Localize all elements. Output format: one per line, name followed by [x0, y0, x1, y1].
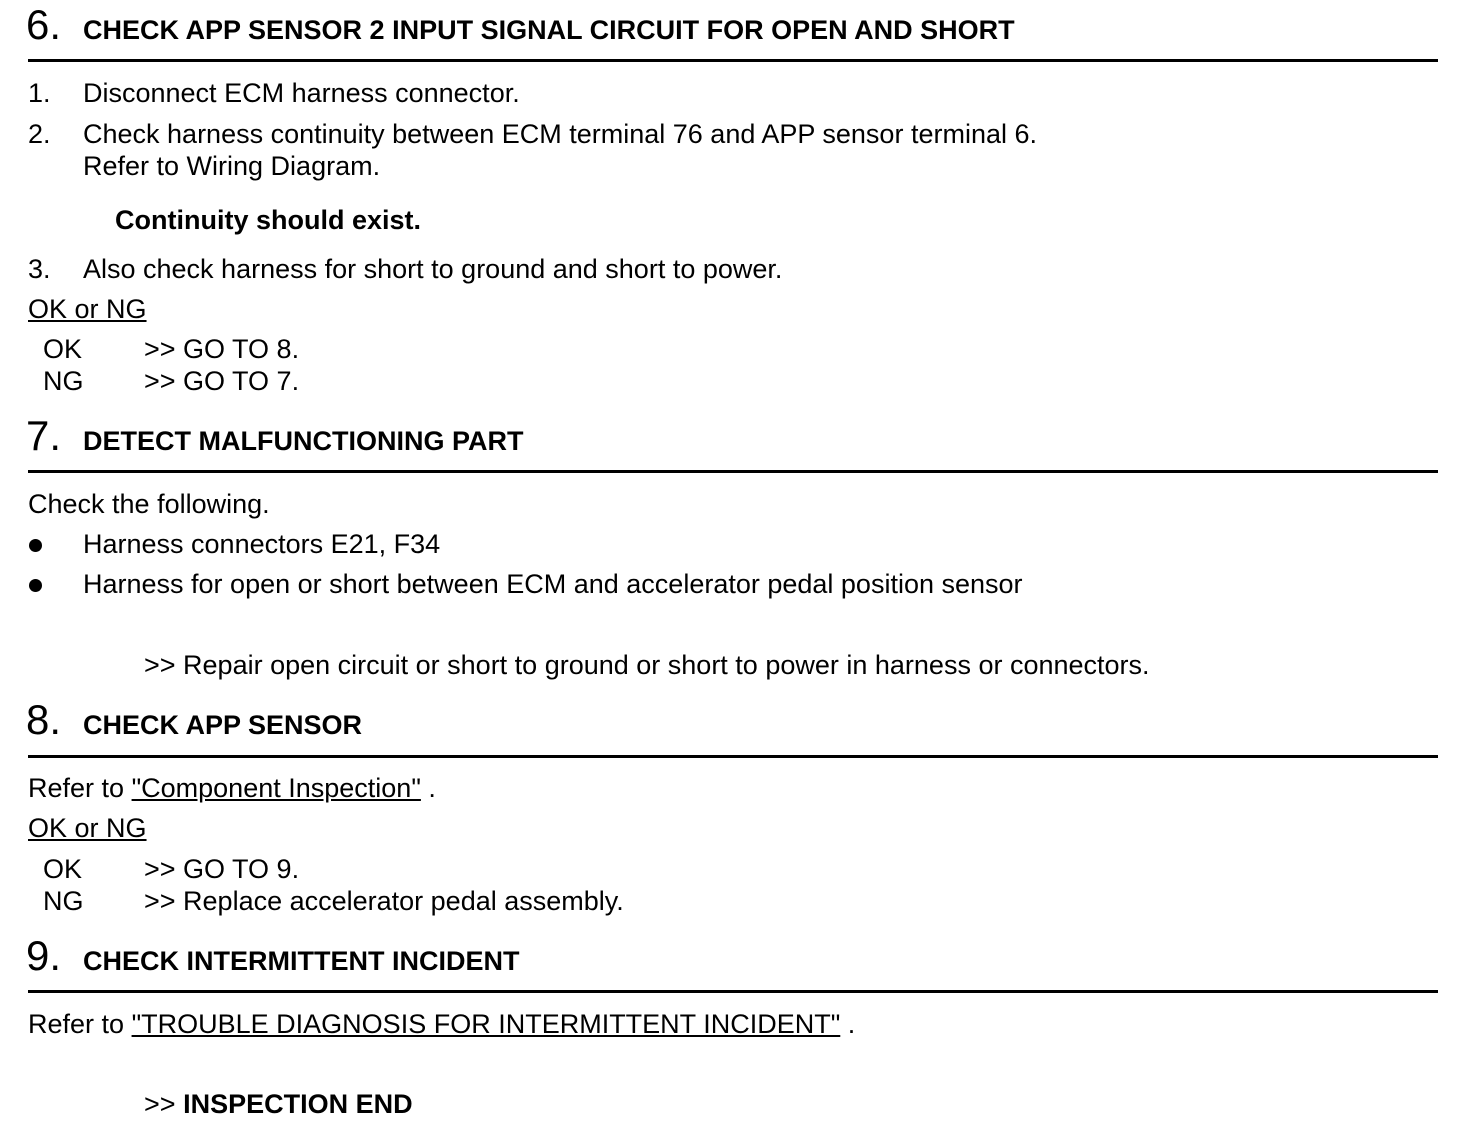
step-6-title: CHECK APP SENSOR 2 INPUT SIGNAL CIRCUIT FOR OPEN AND SHORT [83, 15, 1015, 45]
bullet-dot-icon [29, 539, 42, 552]
step-8-ok-action: >> GO TO 9. [144, 854, 300, 884]
step-6-item-2-number: 2. [28, 119, 51, 149]
step-7-divider [28, 470, 1438, 473]
step-6-ng-action: >> GO TO 7. [144, 366, 300, 396]
step-6-ok-ng-label: OK or NG [28, 294, 147, 324]
step-8-ok-ng-label: OK or NG [28, 813, 147, 843]
step-6-item-2-reference: Refer to Wiring Diagram. [83, 151, 381, 181]
step-8-refer-prefix: Refer to [28, 773, 125, 803]
inspection-end-text: INSPECTION END [183, 1089, 413, 1119]
inspection-end-prefix: >> [144, 1089, 176, 1119]
step-6-number: 6. [26, 1, 62, 48]
step-6-ng-label: NG [43, 366, 84, 396]
step-9-title: CHECK INTERMITTENT INCIDENT [83, 946, 520, 976]
step-7-title: DETECT MALFUNCTIONING PART [83, 426, 524, 456]
step-6-ok-action: >> GO TO 8. [144, 334, 300, 364]
step-7-bullet-2: Harness for open or short between ECM and accelerator pedal position sensor [83, 569, 1023, 599]
step-6-item-3-text: Also check harness for short to ground and short to power. [83, 254, 783, 284]
step-8-title: CHECK APP SENSOR [83, 710, 363, 740]
step-7-number: 7. [26, 412, 62, 459]
step-6-item-2-text: Check harness continuity between ECM terminal 76 and APP sensor terminal 6. [83, 119, 1037, 149]
step-8-number: 8. [26, 696, 62, 743]
step-8-ng-label: NG [43, 886, 84, 916]
step-7-bullet-1: Harness connectors E21, F34 [83, 529, 441, 559]
step-9-divider [28, 990, 1438, 993]
step-9-reference [28, 1011, 855, 1038]
step-7-intro: Check the following. [28, 489, 270, 519]
step-8-ng-action: >> Replace accelerator pedal assembly. [144, 886, 624, 916]
step-8-refer-suffix: . [428, 773, 436, 803]
inspection-end [144, 1091, 413, 1118]
bullet-dot-icon [29, 579, 42, 592]
step-8-divider [28, 755, 1438, 758]
step-9-refer-suffix: . [847, 1009, 856, 1039]
step-6-specification: Continuity should exist. [115, 205, 422, 235]
component-inspection-link[interactable]: "Component Inspection" [131, 773, 421, 803]
step-9-number: 9. [26, 932, 62, 979]
step-8-ok-label: OK [43, 854, 83, 884]
step-6-item-1-number: 1. [28, 78, 51, 108]
step-8-reference [28, 775, 436, 802]
step-6-item-1-text: Disconnect ECM harness connector. [83, 78, 520, 108]
step-7-action: >> Repair open circuit or short to ground or short to power in harness or connectors. [144, 650, 1150, 680]
step-9-refer-prefix: Refer to [28, 1009, 125, 1039]
step-6-item-3-number: 3. [28, 254, 51, 284]
step-6-divider [28, 59, 1438, 62]
intermittent-incident-link[interactable]: "TROUBLE DIAGNOSIS FOR INTERMITTENT INCIDENT" [131, 1009, 841, 1039]
step-6-ok-label: OK [43, 334, 83, 364]
